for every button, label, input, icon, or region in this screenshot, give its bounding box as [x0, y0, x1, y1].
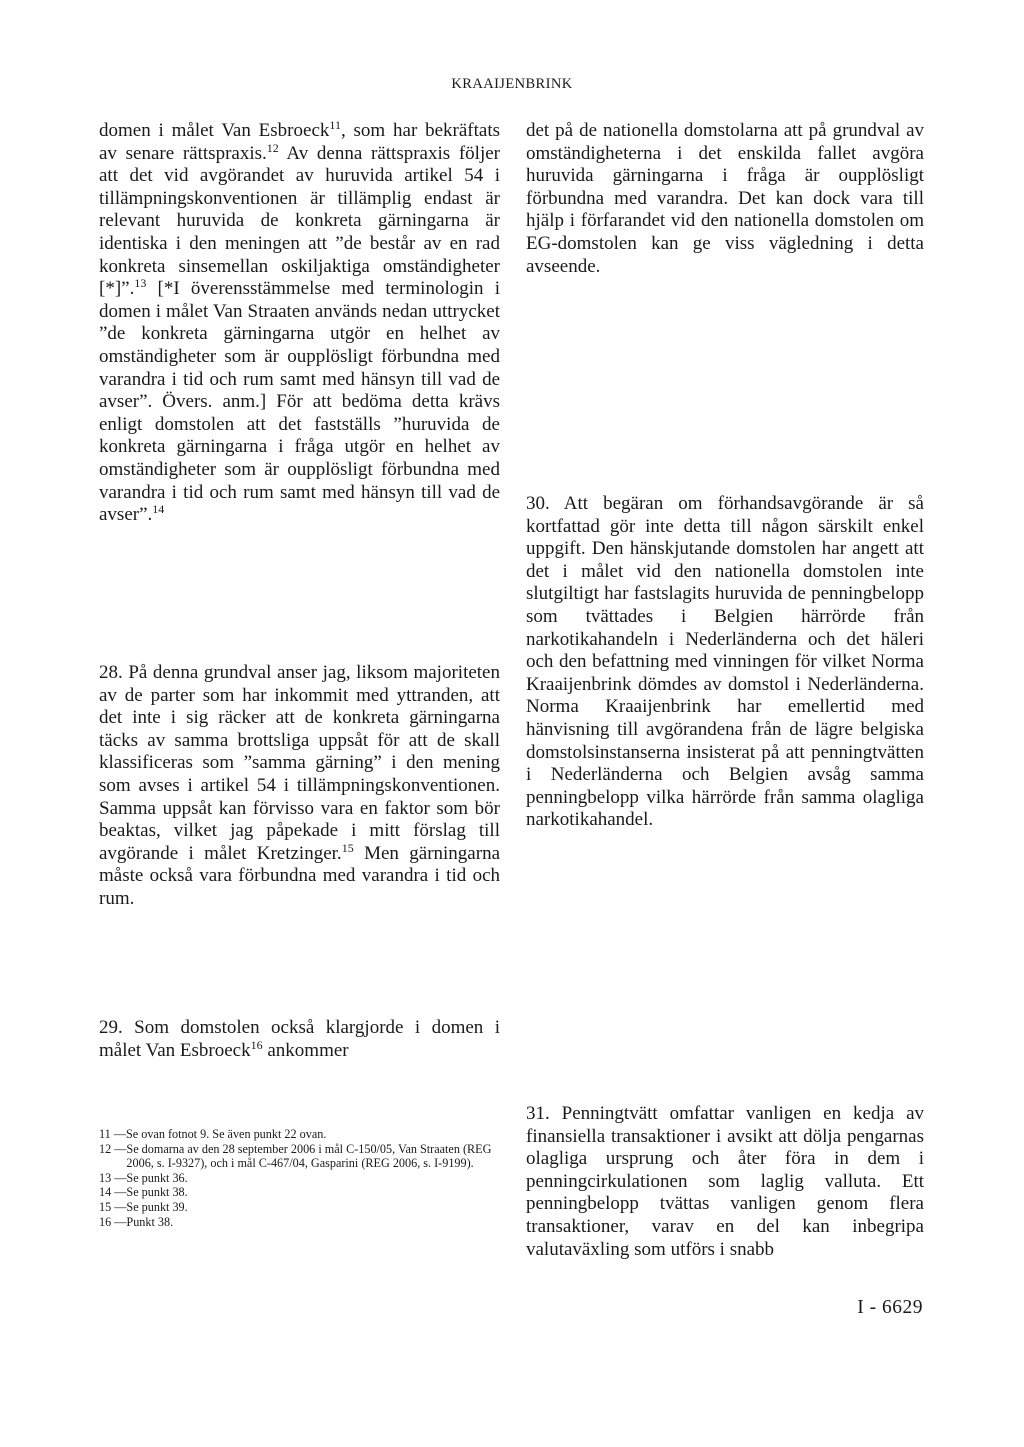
- paragraph-text: 29. Som domstolen också klargjorde i domen i målet Van Esbroeck: [99, 1017, 500, 1061]
- footnote-number: 11 —: [99, 1127, 126, 1141]
- paragraph-text: Av denna rättspraxis följer att det vid avgörandet av huruvida artikel 54 i tillämpningskonventionen är tillämplig endast är relevant huruvida de konkreta gärningarna är identiska i den meningen att ”de består av en rad konkreta sinsemellan oskiljaktiga omständigheter [*]”.: [99, 142, 500, 300]
- footnote-14: [99, 1185, 499, 1200]
- footnote-text: Se domarna av den 28 september 2006 i mål C-150/05, Van Straaten (REG 2006, s. I-9327), och i mål C-467/04, Gasparini (REG 2006, s. I-9199).: [126, 1141, 492, 1171]
- footnote-ref-11[interactable]: 11: [329, 118, 341, 132]
- paragraph-28: [99, 662, 500, 911]
- running-header: KRAAIJENBRINK: [451, 76, 573, 92]
- paragraph-text: domen i målet Van Esbroeck: [99, 120, 330, 141]
- footnote-15: [99, 1200, 499, 1215]
- footnote-ref-13[interactable]: 13: [134, 276, 147, 291]
- footnote-13: [99, 1171, 499, 1186]
- footnote-16: [99, 1215, 499, 1230]
- footnote-number: 15 —: [99, 1199, 127, 1214]
- paragraph-30: 30. Att begäran om förhandsavgörande är så kortfattad gör inte detta till någon särskilt enkel uppgift. Den hänskjutande domstolen har angett att det i målet vid den nationella domstolen inte slutgiltigt har fastslagits huruvida de penningbelopp som tvättades i Belgien härrörde från narkotikahandeln i Nederländerna och det häleri och den befattning med vinningen för vilket Norma Kraaijenbrink dömdes av domstol i Nederländerna. Norma Kraaijenbrink har emellertid med hänvisning till avgörandena från de lägre belgiska domstolsinstanserna insisterat på att penningtvätten i Nederländerna och Belgien avsåg samma penningbelopp vilka härrörde från samma olagliga narkotikahandel.: [526, 493, 924, 831]
- footnote-number: 16 —: [99, 1214, 127, 1229]
- paragraph-27-continuation: [99, 120, 500, 527]
- paragraph-29-continuation: det på de nationella domstolarna att på grundval av omständigheterna i det enskilda fallet avgöra huruvida gärningarna i fråga är oupplösligt förbundna med varandra. Det kan dock vara till hjälp i förfarandet vid den nationella domstolen om EG-domstolen kan ge viss vägledning i detta avseende.: [526, 120, 924, 277]
- paragraph-text: Men gärningarna måste också vara förbundna med varandra i tid och rum.: [99, 842, 501, 909]
- paragraph-31: 31. Penningtvätt omfattar vanligen en kedja av finansiella transaktioner i avsikt att dölja pengarnas olagliga ursprung och åter föra in dem i penningcirkulationen som laglig valluta. Ett penningbelopp tvättas vanligen genom flera transaktioner, varav en del kan inbegripa valutaväxling som utförs i snabb: [526, 1103, 924, 1260]
- footnote-text: Se ovan fotnot 9. Se även punkt 22 ovan.: [125, 1127, 327, 1141]
- footnote-text: Se punkt 36.: [126, 1170, 188, 1185]
- paragraph-text: ankommer: [262, 1039, 349, 1061]
- footnote-text: Se punkt 39.: [126, 1199, 188, 1214]
- footnote-11: [99, 1127, 499, 1142]
- footnote-text: Punkt 38.: [126, 1214, 174, 1229]
- paragraph-text: , som har bekräftats av senare rättspraxis.: [99, 120, 501, 164]
- footnote-number: 14 —: [99, 1185, 127, 1200]
- footnote-number: 12 —: [99, 1141, 127, 1156]
- footnote-ref-16[interactable]: 16: [250, 1037, 263, 1052]
- page-number: I - 6629: [857, 1297, 923, 1318]
- paragraph-text: 28. På denna grundval anser jag, liksom majoriteten av de parter som har inkommit med yttranden, att det inte i sig räcker att de konkreta gärningarna täcks av samma brottsliga uppsåt för att de skall klassificeras som ”samma gärning” i den mening som avses i artikel 54 i tillämpningskonventionen. Samma uppsåt kan förvisso vara en faktor som bör beaktas, vilket jag påpekade i mitt förslag till avgörande i målet Kretzinger.: [99, 662, 500, 864]
- footnotes: [99, 1127, 499, 1229]
- footnote-number: 13 —: [99, 1170, 127, 1185]
- footnote-12: [99, 1142, 499, 1171]
- paragraph-text: [*I överensstämmelse med terminologin i domen i målet Van Straaten används nedan uttrycket ”de konkreta gärningarna utgör en helhet av omständigheter som är oupplösligt förbundna med varandra i tid och rum samt med hänsyn till vad de avser”. Övers. anm.] För att bedöma detta krävs enligt domstolen att det fastställs ”huruvida de konkreta gärningarna i fråga utgör en helhet av omständigheter som är oupplösligt förbundna med varandra i tid och rum samt med hänsyn till vad de avser”.: [99, 278, 500, 526]
- footnote-ref-14[interactable]: 14: [152, 502, 165, 517]
- footnote-ref-12[interactable]: 12: [266, 140, 279, 155]
- footnote-ref-15[interactable]: 15: [341, 840, 354, 855]
- footnote-text: Se punkt 38.: [126, 1185, 188, 1200]
- paragraph-29: [99, 1017, 500, 1062]
